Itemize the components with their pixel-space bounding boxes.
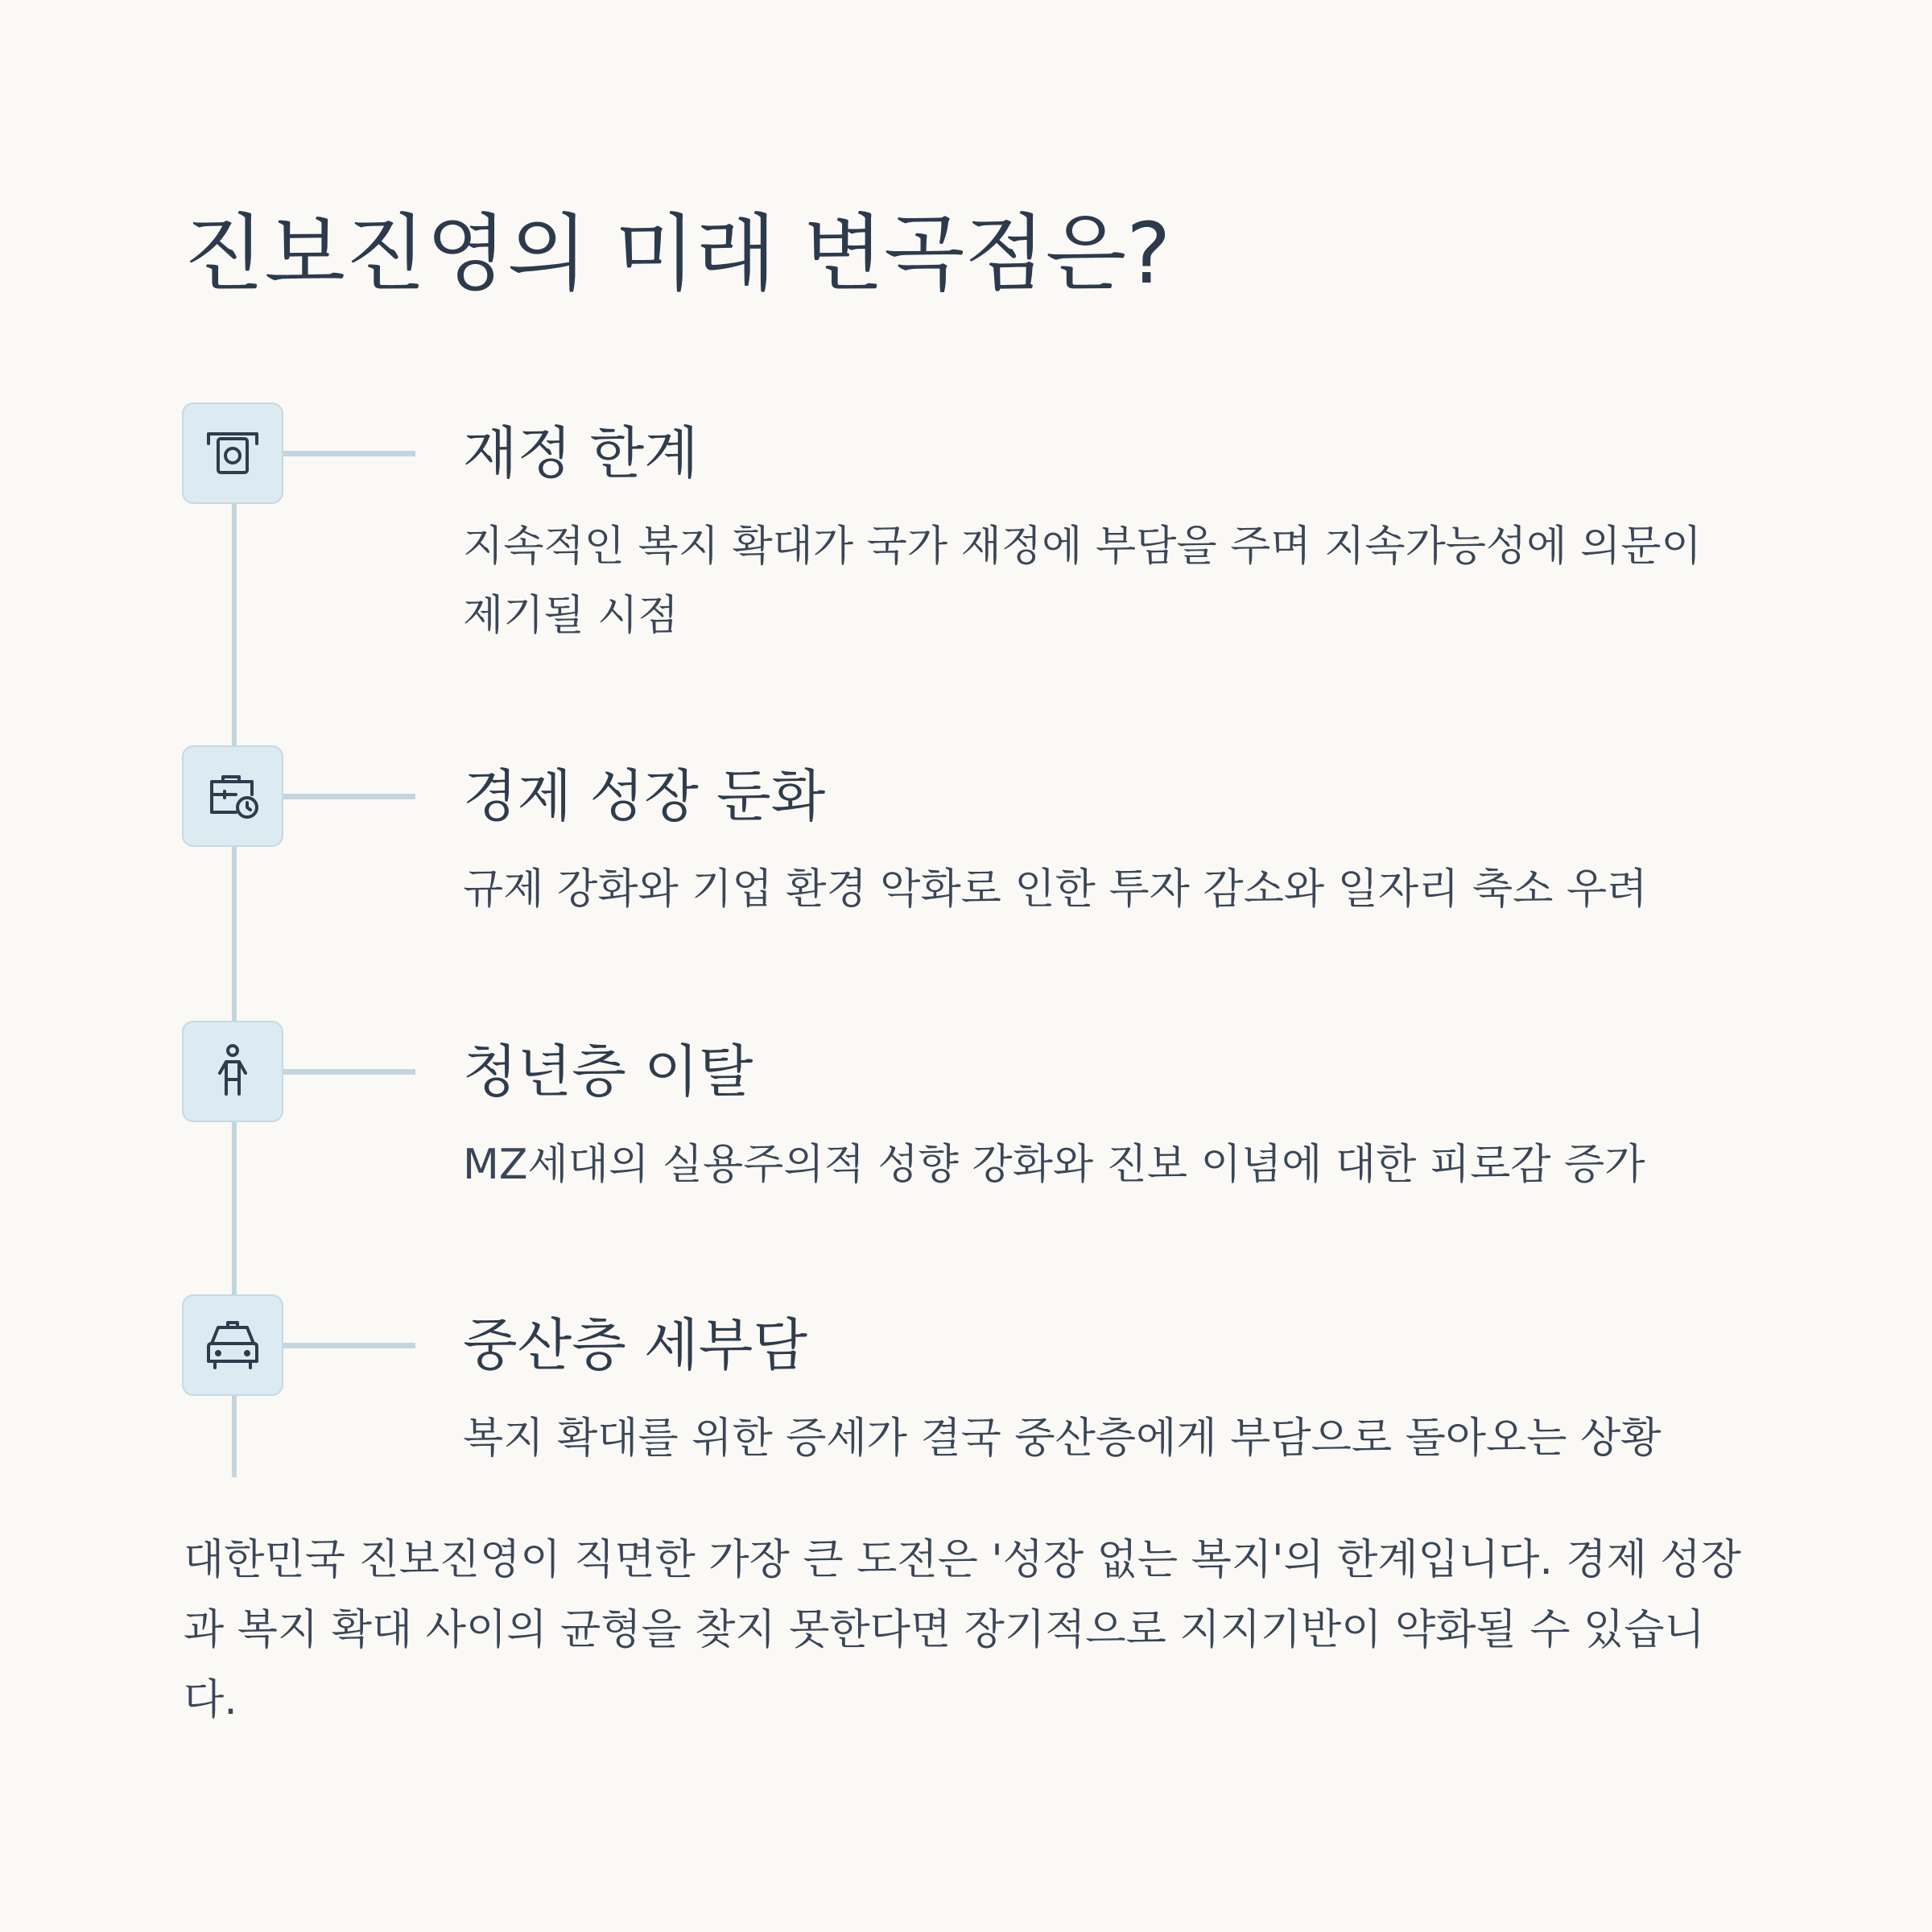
timeline-item-description: MZ세대의 실용주의적 성향 강화와 진보 이념에 대한 피로감 증가 <box>463 1141 1645 1189</box>
timeline-item-description: 규제 강화와 기업 환경 악화로 인한 투자 감소와 일자리 축소 우려 <box>463 865 1648 914</box>
timeline-item-title: 중산층 세부담 <box>463 1312 807 1378</box>
car-icon <box>182 1294 283 1396</box>
timeline-item-title: 청년층 이탈 <box>463 1038 753 1104</box>
timeline-item-title: 재정 한계 <box>463 420 699 486</box>
briefcase-clock-icon <box>182 745 283 847</box>
timeline-connector <box>283 1343 415 1348</box>
timeline-item-title: 경제 성장 둔화 <box>463 763 826 829</box>
timeline-item-description: 지속적인 복지 확대가 국가 재정에 부담을 주며 지속가능성에 의문이 제기될 시점 <box>463 522 1702 640</box>
summary-paragraph: 대한민국 진보진영이 직면한 가장 큰 도전은 '성장 없는 복지'의 한계입니다. 경제 성장과 복지 확대 사이의 균형을 찾지 못한다면 장기적으로 지지기반이 약화될 수 있습니다. <box>184 1536 1741 1724</box>
page-title: 진보진영의 미래 변곡점은? <box>184 204 1171 303</box>
timeline-connector <box>283 1069 415 1075</box>
timeline-item-description: 복지 확대를 위한 증세가 결국 중산층에게 부담으로 돌아오는 상황 <box>463 1414 1662 1463</box>
person-icon <box>182 1021 283 1122</box>
atm-cash-icon <box>182 402 283 504</box>
timeline-connector <box>283 451 415 456</box>
timeline-connector <box>283 794 415 799</box>
